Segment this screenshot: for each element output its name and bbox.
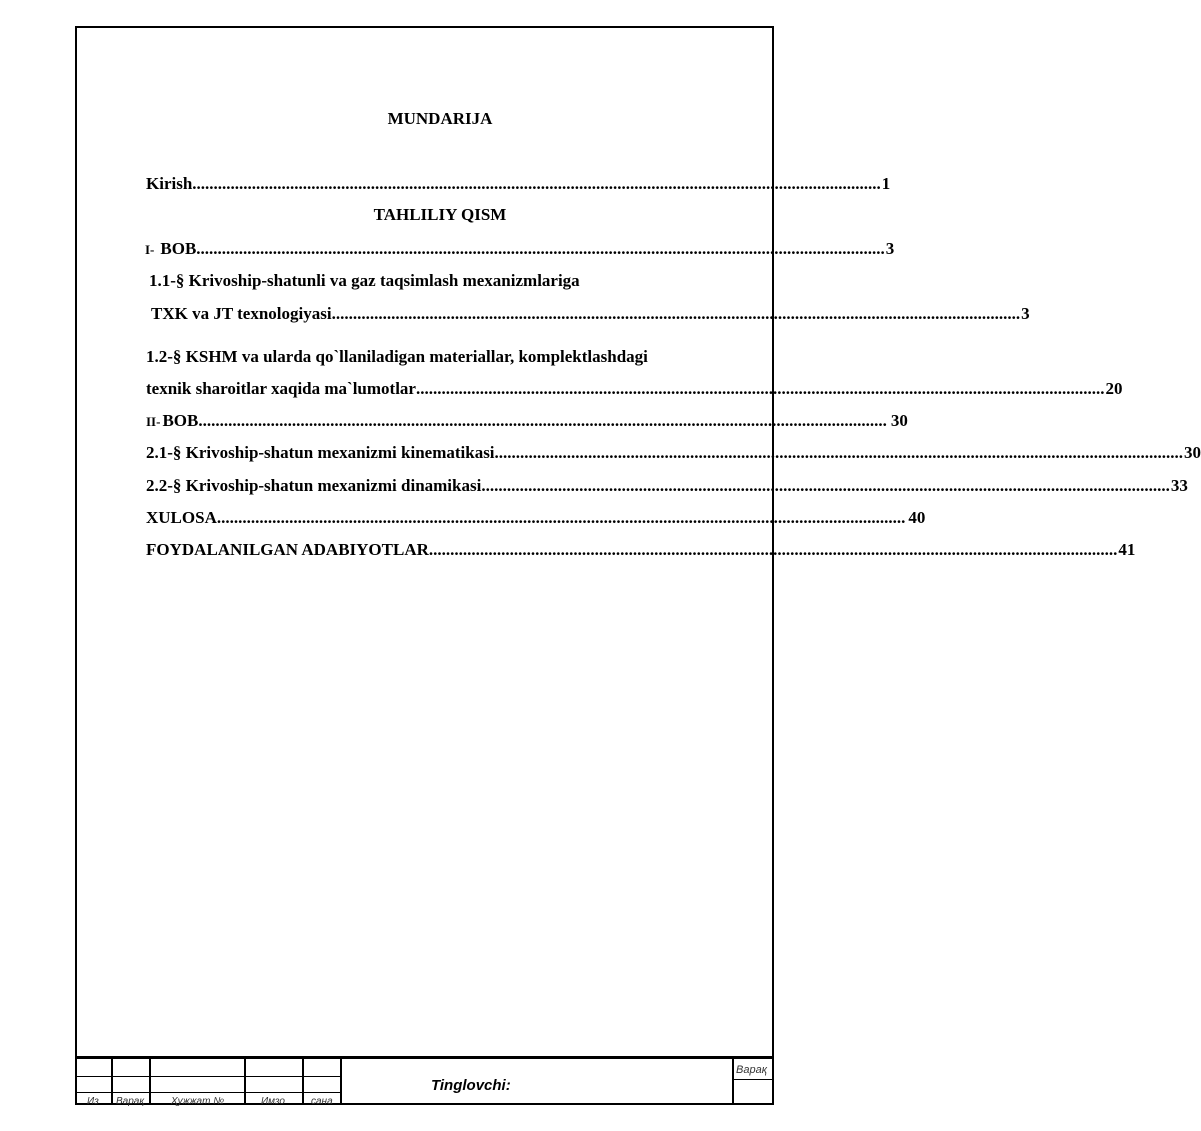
- stamp-col-imzo: Имзо: [261, 1096, 285, 1107]
- toc-entry-1-1-line1[interactable]: 1.1-§ Krivoship-shatunli va gaz taqsimlash mexanizmlariga: [149, 271, 580, 290]
- toc-entry-xulosa[interactable]: [146, 508, 926, 528]
- toc-entry-text: Kirish: [146, 174, 193, 193]
- toc-entry-text: texnik sharoitlar xaqida ma`lumotlar: [146, 379, 416, 398]
- toc-leader-dots: ..................................................................................................................................................................: [415, 379, 1105, 398]
- toc-entry-1-2-line1[interactable]: 1.2-§ KSHM va ularda qo`llaniladigan materiallar, komplektlashdagi: [146, 347, 648, 366]
- stamp-divider: [244, 1059, 246, 1105]
- stamp-col-izm: Из: [87, 1096, 99, 1107]
- toc-entry-bob1[interactable]: [145, 239, 895, 259]
- toc-page-number: 41: [1118, 540, 1136, 559]
- toc-entry-text: FOYDALANILGAN ADABIYOTLAR: [146, 540, 429, 559]
- title-block-stamp: [75, 1056, 774, 1105]
- toc-page-number: 40: [908, 508, 926, 527]
- toc-entry-text: 2.1-§ Krivoship-shatun mexanizmi kinematikasi: [146, 443, 495, 462]
- stamp-sheet-label: Варақ: [736, 1064, 767, 1076]
- toc-entry-1-2[interactable]: [146, 379, 1123, 399]
- section-title: TAHLILIY QISM: [373, 205, 507, 224]
- toc-entry-1-1[interactable]: [151, 304, 1030, 324]
- stamp-row-line: [732, 1079, 774, 1080]
- toc-leader-dots: ..................................................................................................................................................................: [216, 508, 906, 527]
- stamp-signer-label: Tinglovchi:: [431, 1077, 511, 1094]
- toc-leader-dots: ..................................................................................................................................................................: [428, 540, 1118, 559]
- document-heading: MUNDARIJA: [387, 109, 493, 128]
- toc-page-number: 1: [881, 174, 891, 193]
- stamp-row-line: [75, 1076, 341, 1077]
- toc-leader-dots: ..................................................................................................................................................................: [198, 411, 887, 430]
- stamp-divider: [149, 1059, 151, 1105]
- toc-leader-dots: ..................................................................................................................................................................: [481, 476, 1170, 495]
- stamp-divider: [732, 1059, 734, 1105]
- toc-page-number: 3: [1021, 304, 1030, 323]
- toc-page-number: 33: [1170, 476, 1188, 495]
- toc-entry-text: 2.2-§ Krivoship-shatun mexanizmi dinamikasi: [146, 476, 482, 495]
- toc-page-number: 3: [885, 239, 895, 258]
- toc-page-number: 30: [1184, 443, 1201, 462]
- toc-page-number: 20: [1105, 379, 1123, 398]
- toc-leader-dots: ..................................................................................................................................................................: [196, 239, 885, 258]
- toc-entry-bob2[interactable]: [146, 411, 908, 431]
- stamp-col-sana: сана: [311, 1096, 333, 1107]
- toc-roman-numeral: II-: [146, 414, 161, 429]
- toc-leader-dots: ..................................................................................................................................................................: [494, 443, 1184, 462]
- toc-entry-text: BOB: [160, 239, 197, 258]
- toc-page-number: 30: [890, 411, 908, 430]
- toc-entry-text: XULOSA: [146, 508, 217, 527]
- toc-leader-dots: ..................................................................................................................................................................: [331, 304, 1021, 323]
- stamp-divider: [340, 1059, 342, 1105]
- toc-entry-text: TXK va JT texnologiyasi: [151, 304, 332, 323]
- toc-entry-text: BOB: [162, 411, 199, 430]
- stamp-row-line: [75, 1092, 341, 1093]
- toc-leader-dots: ..................................................................................................................................................................: [192, 174, 881, 193]
- stamp-col-hujjat: Ҳужжат №: [171, 1096, 225, 1107]
- toc-entry-adabiyot[interactable]: [146, 540, 1136, 560]
- toc-entry-kirish[interactable]: [146, 174, 891, 194]
- stamp-col-varaq: Варақ: [116, 1096, 145, 1107]
- stamp-divider: [111, 1059, 113, 1105]
- toc-entry-2-1[interactable]: [146, 443, 1201, 463]
- toc-roman-numeral: I-: [145, 242, 155, 257]
- stamp-divider: [302, 1059, 304, 1105]
- toc-entry-2-2[interactable]: [146, 476, 1188, 496]
